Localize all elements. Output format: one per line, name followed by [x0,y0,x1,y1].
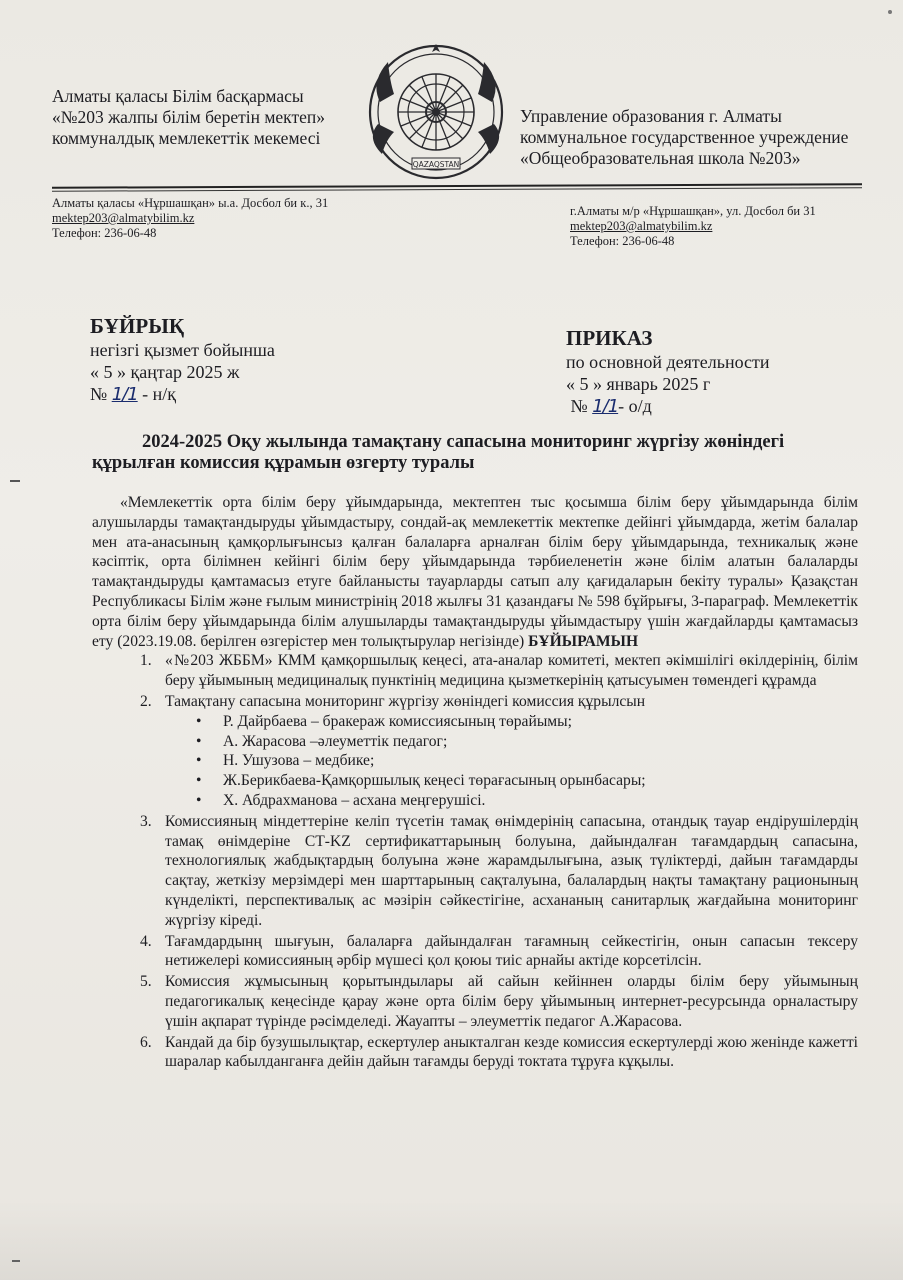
decree-word: БҰЙЫРАМЫН [528,632,639,650]
member-item [196,751,858,771]
email-link[interactable]: mektep203@almatybilim.kz [52,211,195,225]
bullet-icon: • [196,752,202,770]
item-number: 1. [140,652,152,670]
order-number-suffix: - н/қ [137,384,177,404]
order-number-prefix: № [90,384,108,404]
member-text: Н. Ушузова – медбике; [223,752,375,770]
bullet-icon: • [196,712,202,730]
header-right-line: коммунальное государственное учреждение [520,127,849,147]
list-item [140,651,858,691]
bullet-icon: • [196,772,202,790]
item-number: 5. [140,973,152,991]
header-right-russian [520,106,890,169]
phone-text: Телефон: 236-06-48 [570,234,675,248]
order-subtitle: негізгі қызмет бойынша [90,340,275,360]
item-number: 6. [140,1033,152,1051]
item-text: Тамақтану сапасына мониторинг жүргізу жөніндегі комиссия құрылсын [165,692,646,710]
item-text: Комиссия жұмысының қорытындылары ай сайын кейіннен оларды білім беру уйымының педагогикалық кеңесінде қарау және орта білім беру ұйымының интернет-ресурсында орналастыру үшін ақпарат түрінде рәсімделеді. Жауапты – элеуметтік педагог А.Жарасова. [165,973,858,1030]
item-number: 2. [140,692,152,710]
header-left-line: Алматы қаласы Білім басқармасы [52,86,304,106]
bullet-icon: • [196,732,202,750]
member-text: Р. Дайрбаева – бракераж комиссиясының төрайымы; [223,712,572,730]
item-text: Комиссияның міндеттеріне келіп түсетін тамақ өнімдерінің сапасына, отандық тауар ендірушілердің тамақ өнімдеріне СТ-KZ сертификаттарының болуына, дайындалған тағамдардың сапасына, технологиялық жабдықтардың болуына және жарамдылығына, азық түліктерді, дайын тағамдарды сақтау, жеткізу мерзімдері мен шарттарының сақталуына, балалардың нақты тамақтану рационының күнделікті, перспективалық ас мәзірін сәйкестігіне, асхананың санитарлық жағдайына мониторинг жүргізу кіреді. [165,812,858,929]
member-item [196,771,858,791]
header-right-line: Управление образования г. Алматы [520,106,782,126]
order-title: БҰЙРЫҚ [90,314,185,338]
photo-shadow [0,1200,903,1280]
handwritten-number: 1/1 [592,396,619,417]
list-item [140,692,858,811]
commission-members [165,712,858,811]
list-item [140,1033,858,1073]
paper-mark [10,480,20,482]
item-text: Кандай да бір бузушылықтар, ескертулер аныкталган кезде комиссия ескертулерді жою женінде кажетті шаралар кабылданганға дейін дайын тағамды беруді токтата тұруға кұқылы. [165,1033,858,1071]
order-title: ПРИКАЗ [566,326,653,350]
header-left-line: «№203 жалпы білім беретін мектеп» [52,107,325,127]
emblem-label: QAZAQSTAN [412,160,460,169]
address-left [52,196,412,241]
member-item [196,791,858,811]
address-right [570,204,870,249]
member-item [196,732,858,752]
order-number-suffix: - о/д [618,396,652,416]
decree-items [92,651,858,1072]
member-item [196,712,858,732]
header-left-line: коммуналдық мемлекеттік мекемесі [52,128,321,148]
order-date: « 5 » январь 2025 г [566,374,711,394]
document-body [92,493,858,1073]
handwritten-number: 1/1 [111,384,138,405]
order-number [566,395,876,418]
order-block-kazakh [90,314,420,406]
bullet-icon: • [196,791,202,809]
email-link[interactable]: mektep203@almatybilim.kz [570,219,713,233]
item-text: Тағамдардынң шығуын, балаларға дайындалған тағамның сейкестігін, онын сапасын тексеру нетижелері комиссияның әрбір мүшесі қол қоюы тиіс арнайы актіде корсетілсін. [165,932,858,970]
preamble-paragraph [92,493,858,651]
header-right-line: «Общеобразовательная школа №203» [520,148,801,168]
list-item [140,812,858,931]
item-text: «№203 ЖББМ» КММ қамқоршылық кеңесі, ата-аналар комитеті, мектеп әкімшілігі өкілдерінің, білім беру ұйымының медициналық пунктінің медицина қызметкерінің қатысуымен төмендегі құрамда [165,652,858,690]
document-title [92,432,862,474]
item-number: 4. [140,932,152,950]
order-date: « 5 » қаңтар 2025 ж [90,362,240,382]
order-number [90,383,420,406]
state-emblem-icon [360,42,512,182]
list-item [140,972,858,1031]
member-text: А. Жарасова –әлеуметтік педагог; [223,732,448,750]
address-line: Алматы қаласы «Нұршашқан» ы.а. Досбол би к., 31 [52,196,329,210]
paper-mark [888,10,892,14]
address-line: г.Алматы м/р «Нұршашқан», ул. Досбол би 31 [570,204,816,218]
list-item [140,932,858,972]
preamble-text: «Мемлекеттік орта білім беру ұйымдарында, мектептен тыс қосымша білім беру ұйымдарында білім алушыларды тамақтандыруды ұйымдастыру, сондай-ақ мемлекеттік мектепке дейінгі ұйымдарда, жетім балалар мен ата-анасының қамқорлығынсыз қалған балаларға арналған білім беру ұйымдарында, техникалық және кәсіптік, орта білімнен кейінгі білім беру ұйымдарында тәрбиеленетін және білім алатын балаларды тамақтандыруды қамтамасыз етуге байланысты тауарларды сатып алу қағидаларын бекіту туралы» Қазақстан Республикасы Білім және ғылым министрінің 2018 жылғы 31 қазандағы № 598 бұйрығы, 3-параграф. Мемлекеттік орта білім беру ұйымдарында білім алушыларды тамақтандыруды ұйымдастыру үшін жағдайларды қамтамасыз ету (2023.19.08. берілген өзгерістер мен толықтырулар негізінде) [92,494,858,650]
order-block-russian [566,326,876,418]
document-title-line: 2024-2025 Оқу жылында тамақтану сапасына мониторинг жүргізу жөніндегі [142,432,785,452]
order-number-prefix: № [570,396,588,416]
header-left-kazakh [52,86,362,149]
item-number: 3. [140,812,152,830]
order-subtitle: по основной деятельности [566,352,770,372]
phone-text: Телефон: 236-06-48 [52,226,157,240]
document-title-line: құрылған комиссия құрамын өзгерту туралы [92,453,475,473]
member-text: Ж.Берикбаева-Қамқоршылық кеңесі төрағасының орынбасары; [223,772,646,790]
member-text: Х. Абдрахманова – асхана меңгерушісі. [223,791,486,809]
